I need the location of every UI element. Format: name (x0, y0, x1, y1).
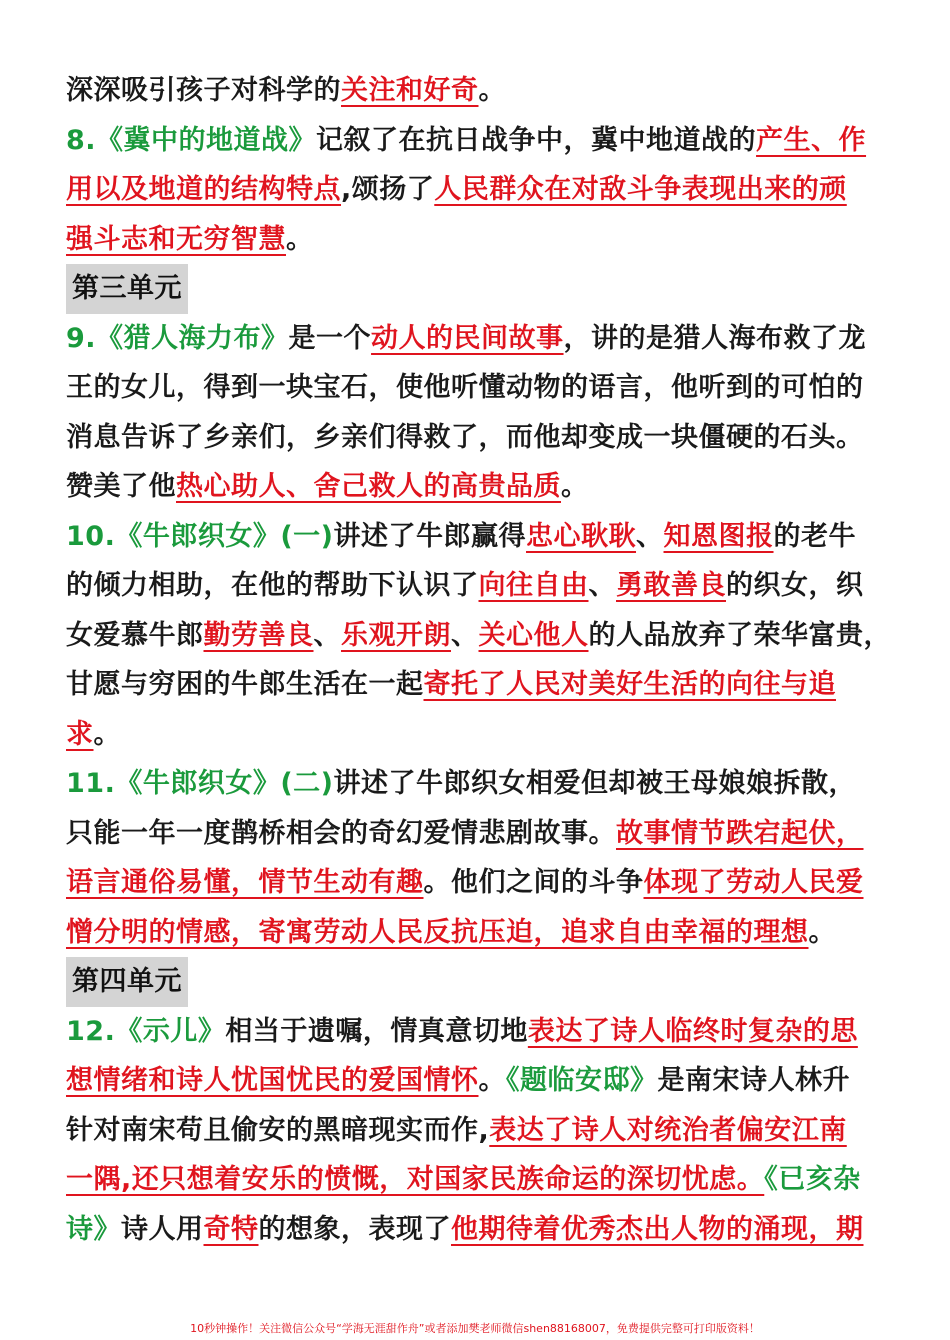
body-text: 诗人用 (121, 1213, 204, 1245)
key-point: 向往自由 (478, 570, 589, 601)
text-line (66, 363, 886, 413)
key-point: 忠心耿耿 (526, 520, 637, 552)
key-point: 关注和好奇 (341, 75, 479, 106)
item-title: 11.《牛郎织女》(二) (66, 768, 334, 799)
text-line (66, 1205, 886, 1255)
body-text: 记叙了在抗日战争中，冀中地道战的 (316, 124, 757, 156)
body-text: 消息告诉了乡亲们，乡亲们得救了，而他却变成一块僵硬的石头。 (66, 421, 864, 453)
text-line (66, 314, 886, 364)
key-point: 乐观开朗 (341, 619, 451, 651)
body-text: 。 (286, 223, 314, 255)
key-point: 产生、作 (756, 124, 867, 156)
text-line (66, 116, 886, 166)
key-point: 人民群众在对敌斗争表现出来的顽 (434, 174, 847, 205)
item-title: 9.《猎人海力布》 (66, 322, 289, 354)
item-title: 10.《牛郎织女》(一) (66, 520, 334, 552)
body-text: 深深吸引孩子对科学的 (66, 75, 341, 106)
body-text: 。 (478, 75, 506, 106)
key-point: 体现了劳动人民爱 (643, 867, 864, 898)
body-text: 女爱慕牛郎 (66, 619, 204, 651)
text-line (66, 660, 886, 710)
text-line (66, 1106, 886, 1156)
body-text: 的织女，织 (726, 570, 864, 601)
text-line (66, 215, 886, 265)
text-line (66, 66, 886, 116)
body-text: 的想象，表现了 (258, 1213, 451, 1245)
body-text: 针对南宋苟且偷安的黑暗现实而作, (66, 1114, 490, 1146)
body-text: ,颂扬了 (341, 174, 435, 205)
body-text: 。 (561, 471, 589, 502)
text-line (66, 957, 886, 1007)
unit-heading: 第三单元 (66, 264, 188, 314)
key-point: 憎分明的情感，寄寓劳动人民反抗压迫，追求自由幸福的理想 (66, 916, 809, 948)
body-text: 的老牛 (773, 520, 857, 552)
text-line (66, 413, 886, 463)
body-text: 是南宋诗人林升 (657, 1065, 850, 1096)
item-title: 《已亥杂 (764, 1164, 861, 1195)
body-text: ，讲的是猎人海布救了龙 (563, 322, 867, 354)
item-title: 12.《示儿》 (66, 1015, 226, 1047)
key-point: 求 (66, 718, 94, 750)
item-title: 《题临安邸》 (506, 1065, 658, 1096)
key-point: 热心助人、舍己救人的高贵品质 (176, 471, 561, 502)
key-point: 语言通俗易懂，情节生动有趣 (66, 867, 424, 898)
key-point: 关心他人 (478, 619, 589, 651)
body-text: 只能一年一度鹊桥相会的奇幻爱情悲剧故事。 (66, 817, 616, 849)
text-line (66, 462, 886, 512)
body-text: 赞美了他 (66, 471, 176, 502)
key-point: 想情绪和诗人忧国忧民的爱国情怀 (66, 1065, 479, 1096)
body-text: 的人品放弃了荣华富贵， (588, 619, 891, 651)
body-text: 、 (451, 619, 479, 651)
key-point: 勇敢善良 (616, 570, 726, 601)
body-text: 、 (313, 619, 341, 651)
text-line (66, 611, 891, 661)
body-text: 。 (808, 916, 836, 948)
body-text: 王的女儿，得到一块宝石，使他听懂动物的语言，他听到的可怕的 (66, 372, 864, 403)
key-point: 故事情节跌宕起伏， (616, 817, 864, 849)
body-text: 相当于遗嘱，情真意切地 (225, 1015, 528, 1047)
text-line (66, 759, 886, 809)
key-point: 奇特 (203, 1213, 259, 1245)
text-line (66, 1007, 886, 1057)
body-text: 。他们之间的斗争 (423, 867, 644, 898)
text-line (66, 908, 886, 958)
body-text: 讲述了牛郎织女相爱但却被王母娘娘拆散， (333, 768, 857, 799)
key-point: 他期待着优秀杰出人物的涌现，期 (451, 1213, 864, 1245)
key-point: 用以及地道的结构特点 (66, 174, 341, 205)
text-line (66, 512, 886, 562)
body-text: 、 (636, 520, 664, 552)
body-text: 讲述了牛郎赢得 (333, 520, 527, 552)
body-text: 、 (588, 570, 616, 601)
key-point: 勤劳善良 (203, 619, 314, 651)
text-line (66, 1056, 886, 1106)
body-text: 的倾力相助，在他的帮助下认识了 (66, 570, 479, 601)
body-text: 甘愿与穷困的牛郎生活在一起 (66, 669, 424, 700)
body-text: 。 (93, 718, 121, 750)
body-text: 是一个 (288, 322, 372, 354)
text-line (66, 858, 886, 908)
item-title: 8.《冀中的地道战》 (66, 124, 317, 156)
text-line (66, 1155, 886, 1205)
text-line (66, 165, 886, 215)
text-line (66, 264, 886, 314)
key-point: 表达了诗人临终时复杂的思 (527, 1015, 858, 1047)
key-point: 知恩图报 (663, 520, 774, 552)
key-point: 强斗志和无穷智慧 (66, 223, 286, 255)
text-line (66, 561, 886, 611)
key-point: 寄托了人民对美好生活的向往与追 (423, 669, 836, 700)
item-title: 诗》 (66, 1213, 121, 1245)
document-page (66, 66, 891, 1254)
key-point: 一隅,还只想着安乐的愤慨，对国家民族命运的深切忧虑。 (66, 1164, 765, 1195)
text-line (66, 809, 886, 859)
footer-notice: 10秒钟操作！关注微信公众号“学海无涯甜作舟”或者添加樊老师微信shen88168007，免费提供完整可打印版资料！ (190, 1322, 760, 1335)
unit-heading: 第四单元 (66, 957, 188, 1007)
key-point: 表达了诗人对统治者偏安江南 (489, 1114, 847, 1146)
text-line (66, 710, 886, 760)
body-text: 。 (478, 1065, 506, 1096)
key-point: 动人的民间故事 (371, 322, 564, 354)
